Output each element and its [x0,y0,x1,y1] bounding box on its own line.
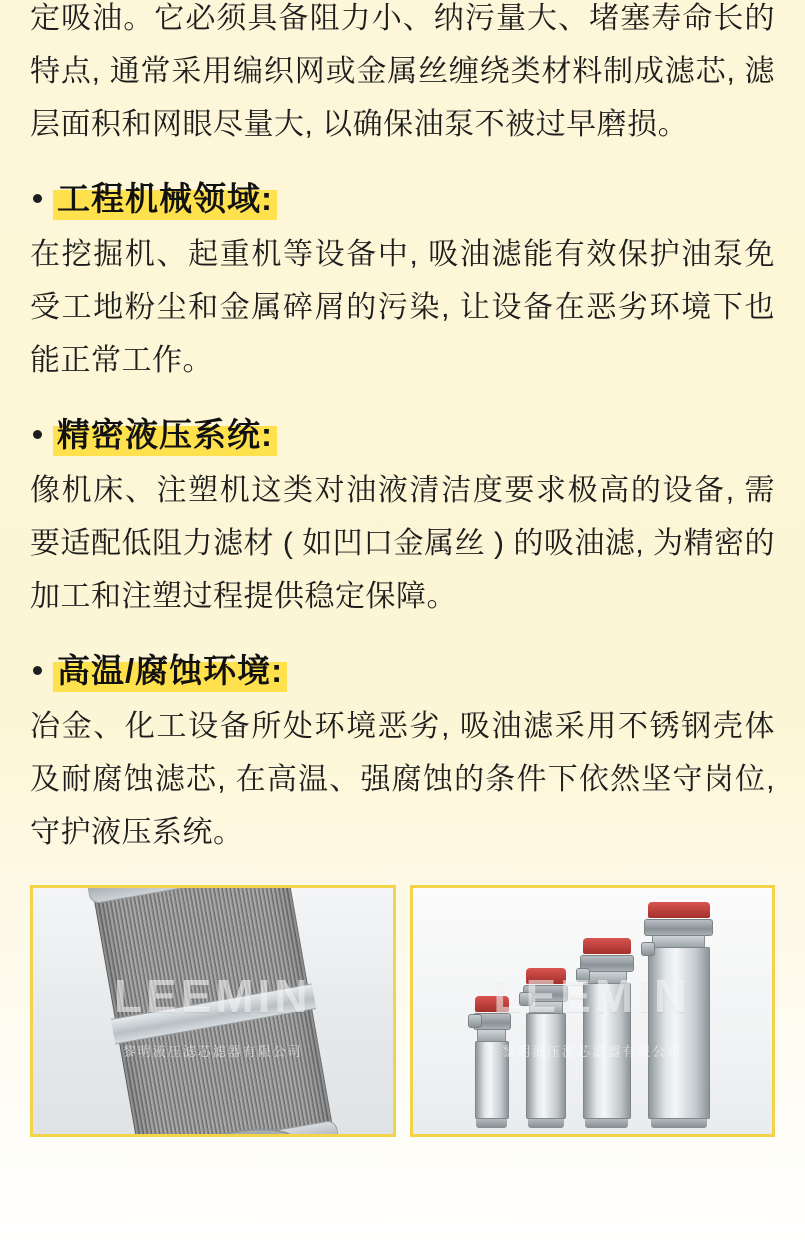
section-heading-high-temp-corrosion [30,649,775,692]
filter-cartridge-illustration [90,885,335,1137]
assembly-base [528,1119,564,1128]
assembly-neck [586,972,627,983]
assembly-side-port [576,968,590,982]
assembly-neck [477,1030,506,1041]
assembly-housing [648,947,710,1119]
section-heading-label: 工程机械领域: [53,177,277,220]
watermark-subtext: 黎明液压滤芯滤器有限公司 [502,1043,683,1059]
section-heading-label: 高温/腐蚀环境: [53,649,287,692]
section-body-engineering-machinery: 在挖掘机、起重机等设备中, 吸油滤能有效保护油泵免受工地粉尘和金属碎屑的污染, 让设备在恶劣环境下也能正常工作。 [30,238,775,377]
assembly-red-cap [526,968,566,984]
return-filter-assemblies-photo [410,885,776,1137]
image-gallery [0,885,805,1137]
assembly-base [651,1119,707,1128]
watermark-text: LEEMIN [113,970,312,1023]
assembly-base [476,1119,507,1128]
assembly-red-cap [648,902,710,918]
assembly-side-port [468,1014,482,1028]
assembly-neck [529,1002,563,1013]
section-body-precision-hydraulics: 像机床、注塑机这类对油液清洁度要求极高的设备, 需要适配低阻力滤材 ( 如凹口金属丝 ) 的吸油滤, 为精密的加工和注塑过程提供稳定保障。 [30,474,775,613]
filter-assembly-group [413,898,773,1128]
filter-cartridge-photo [30,885,396,1137]
section-heading-precision-hydraulics [30,413,775,456]
assembly-red-cap [475,996,509,1012]
section-heading-label: 精密液压系统: [53,413,277,456]
assembly-red-cap [583,938,631,954]
bullet-dot-icon [33,194,42,203]
filter-assembly-medium-small [526,968,566,1128]
assembly-housing [583,983,631,1119]
assembly-neck [652,936,705,947]
assembly-side-port [519,992,533,1006]
watermark-text: LEEMIN [493,970,692,1023]
assembly-side-port [641,942,655,956]
filter-assembly-large [648,902,710,1128]
assembly-flange [644,919,713,936]
watermark-subtext: 黎明液压滤芯滤器有限公司 [122,1043,303,1059]
intro-paragraph: 定吸油。它必须具备阻力小、纳污量大、堵塞寿命长的特点, 通常采用编织网或金属丝缠绕类材料制成滤芯, 滤层面积和网眼尽量大, 以确保油泵不被过早磨损。 [30,2,775,141]
assembly-base [585,1119,628,1128]
bullet-dot-icon [33,666,42,675]
assembly-housing [475,1041,509,1119]
bullet-dot-icon [33,430,42,439]
section-body-high-temp-corrosion: 冶金、化工设备所处环境恶劣, 吸油滤采用不锈钢壳体及耐腐蚀滤芯, 在高温、强腐蚀的条件下依然坚守岗位, 守护液压系统。 [30,710,775,849]
section-heading-engineering-machinery [30,177,775,220]
filter-assembly-small [475,996,509,1128]
assembly-housing [526,1013,566,1119]
filter-assembly-medium-large [583,938,631,1128]
